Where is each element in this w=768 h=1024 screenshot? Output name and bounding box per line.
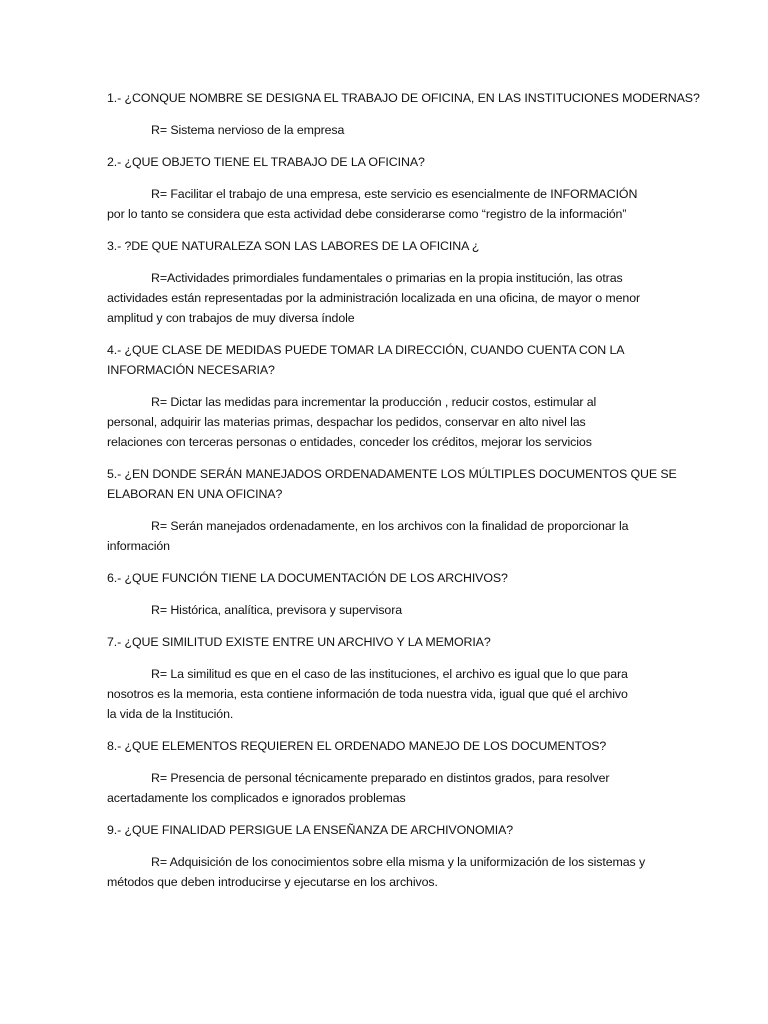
answer-1-line-1: R= Sistema nervioso de la empresa [151, 123, 345, 137]
question-2 [107, 152, 667, 172]
question-5 [107, 464, 677, 504]
question-8 [107, 736, 667, 756]
question-7 [107, 632, 667, 652]
qa-item-6 [107, 568, 667, 620]
answer-4-line-3: relaciones con terceras personas o entidades, conceder los créditos, mejorar los servicios [107, 435, 592, 449]
question-1 [107, 88, 700, 108]
answer-5-line-2: información [107, 539, 170, 553]
answer-6-line-1: R= Histórica, analítica, previsora y supervisora [151, 603, 403, 617]
answer-2 [107, 184, 667, 224]
question-1-line-1: 1.- ¿CONQUE NOMBRE SE DESIGNA EL TRABAJO DE OFICINA, EN LAS INSTITUCIONES MODERNAS? [107, 91, 700, 105]
question-3-line-1: 3.- ?DE QUE NATURALEZA SON LAS LABORES DE LA OFICINA ¿ [107, 239, 480, 253]
qa-item-5 [107, 464, 677, 556]
qa-item-7 [107, 632, 667, 724]
answer-8-line-1: R= Presencia de personal técnicamente preparado en distintos grados, para resolver [151, 771, 610, 785]
answer-4-line-2: personal, adquirir las materias primas, despachar los pedidos, conservar en alto nivel las [107, 415, 586, 429]
answer-7-line-2: nosotros es la memoria, esta contiene información de toda nuestra vida, igual que qué el archivo [107, 687, 628, 701]
qa-document-content [107, 88, 700, 904]
answer-8-line-2: acertadamente los complicados e ignorados problemas [107, 791, 406, 805]
qa-item-9 [107, 820, 667, 892]
answer-2-line-2: por lo tanto se considera que esta actividad debe considerarse como “registro de la información” [107, 207, 627, 221]
answer-7 [107, 664, 667, 724]
answer-3-line-3: amplitud y con trabajos de muy diversa índole [107, 311, 355, 325]
answer-9-line-2: métodos que deben introducirse y ejecutarse en los archivos. [107, 875, 438, 889]
answer-6 [107, 600, 667, 620]
answer-3 [107, 268, 667, 328]
answer-1 [107, 120, 667, 140]
question-6 [107, 568, 667, 588]
answer-3-line-1: R=Actividades primordiales fundamentales o primarias en la propia institución, las otras [151, 271, 623, 285]
qa-item-8 [107, 736, 667, 808]
answer-5 [107, 516, 667, 556]
question-3 [107, 236, 667, 256]
question-9-line-1: 9.- ¿QUE FINALIDAD PERSIGUE LA ENSEÑANZA DE ARCHIVONOMIA? [107, 823, 514, 837]
question-7-line-1: 7.- ¿QUE SIMILITUD EXISTE ENTRE UN ARCHIVO Y LA MEMORIA? [107, 635, 491, 649]
question-9 [107, 820, 667, 840]
answer-7-line-3: la vida de la Institución. [107, 707, 234, 721]
answer-5-line-1: R= Serán manejados ordenadamente, en los archivos con la finalidad de proporcionar la [151, 519, 629, 533]
question-4-line-1: 4.- ¿QUE CLASE DE MEDIDAS PUEDE TOMAR LA DIRECCIÓN, CUANDO CUENTA CON LA [107, 343, 625, 357]
answer-9 [107, 852, 667, 892]
answer-9-line-1: R= Adquisición de los conocimientos sobre ella misma y la uniformización de los sistemas y [151, 855, 646, 869]
qa-item-3 [107, 236, 667, 328]
answer-4 [107, 392, 667, 452]
question-4-line-2: INFORMACIÓN NECESARIA? [107, 363, 275, 377]
answer-2-line-1: R= Facilitar el trabajo de una empresa, este servicio es esencialmente de INFORMACIÓN [151, 187, 638, 201]
qa-item-1 [107, 88, 700, 140]
qa-item-4 [107, 340, 667, 452]
question-8-line-1: 8.- ¿QUE ELEMENTOS REQUIEREN EL ORDENADO MANEJO DE LOS DOCUMENTOS? [107, 739, 607, 753]
answer-3-line-2: actividades están representadas por la administración localizada en una oficina, de mayor o menor [107, 291, 641, 305]
question-5-line-1: 5.- ¿EN DONDE SERÁN MANEJADOS ORDENADAMENTE LOS MÚLTIPLES DOCUMENTOS QUE SE [107, 467, 677, 481]
answer-8 [107, 768, 667, 808]
qa-item-2 [107, 152, 667, 224]
question-4 [107, 340, 667, 380]
question-2-line-1: 2.- ¿QUE OBJETO TIENE EL TRABAJO DE LA OFICINA? [107, 155, 425, 169]
question-5-line-2: ELABORAN EN UNA OFICINA? [107, 487, 283, 501]
question-6-line-1: 6.- ¿QUE FUNCIÓN TIENE LA DOCUMENTACIÓN DE LOS ARCHIVOS? [107, 571, 508, 585]
answer-7-line-1: R= La similitud es que en el caso de las instituciones, el archivo es igual que lo que para [151, 667, 628, 681]
answer-4-line-1: R= Dictar las medidas para incrementar la producción , reducir costos, estimular al [151, 395, 597, 409]
